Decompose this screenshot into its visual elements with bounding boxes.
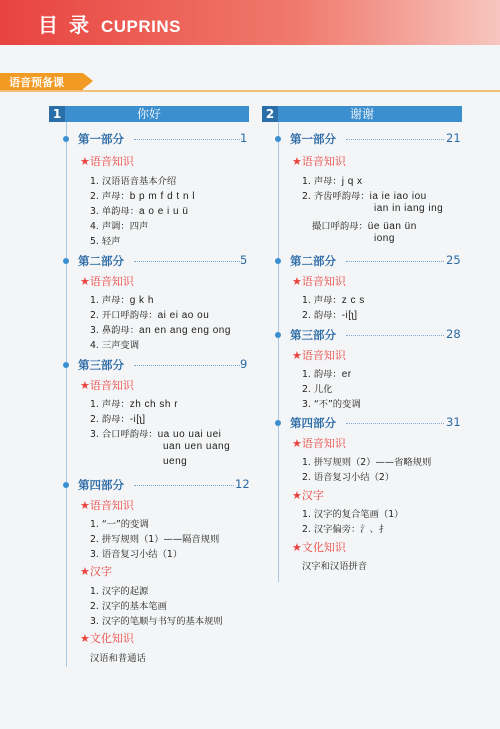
- list-item-continued: uan uen uang: [163, 441, 231, 452]
- section-heading: ★汉字: [292, 489, 324, 502]
- page-number: 1: [240, 131, 248, 145]
- list-item: 2. 声母：b p m f d t n l: [90, 191, 196, 202]
- list-item: 1. 韵母：er: [302, 369, 352, 380]
- page-number: 9: [240, 357, 248, 371]
- list-item: 2. 儿化: [302, 384, 333, 395]
- section-heading: ★语音知识: [80, 155, 134, 168]
- lesson-title: 谢谢: [349, 107, 374, 121]
- list-item: 汉字和汉语拼音: [302, 561, 368, 572]
- list-item: 2. 汉字偏旁：氵、扌: [302, 524, 389, 535]
- section-heading: ★文化知识: [292, 541, 346, 554]
- lesson-2-tab[interactable]: [262, 106, 462, 122]
- lesson-1-tab[interactable]: [49, 106, 249, 122]
- title-cn: 目 录: [38, 13, 91, 37]
- list-item: 4. 三声变调: [90, 340, 140, 351]
- part-link[interactable]: 第四部分: [290, 415, 336, 431]
- list-item: 3. 单韵母：a o e i u ü: [90, 206, 189, 217]
- part-link[interactable]: 第二部分: [290, 253, 336, 269]
- section-heading: ★语音知识: [292, 349, 346, 362]
- list-item: 2. 语音复习小结（2）: [302, 472, 395, 483]
- page-number: 31: [446, 415, 461, 429]
- timeline-dot: [63, 482, 69, 488]
- banner-label: 语音预备课: [9, 76, 64, 89]
- list-item: 1. 汉语语音基本介绍: [90, 176, 177, 187]
- lesson-number: 2: [262, 106, 278, 122]
- page-number: 25: [446, 253, 461, 267]
- timeline-dot: [275, 420, 281, 426]
- timeline-dot: [275, 258, 281, 264]
- list-item: 2. 拼写规则（1）——隔音规则: [90, 534, 220, 545]
- part-link[interactable]: 第一部分: [78, 131, 124, 147]
- page-number: 21: [446, 131, 461, 145]
- list-item: 3. 合口呼韵母：ua uo uai uei: [90, 429, 222, 440]
- list-item: 1. 声母：z c s: [302, 295, 365, 306]
- part-link[interactable]: 第一部分: [290, 131, 336, 147]
- page-number: 28: [446, 327, 461, 341]
- lesson-2-column: [262, 106, 462, 122]
- section-heading: ★语音知识: [80, 499, 134, 512]
- part-link[interactable]: 第三部分: [290, 327, 336, 343]
- section-heading: ★汉字: [80, 565, 112, 578]
- list-item: 2. 汉字的基本笔画: [90, 601, 167, 612]
- title-en: CUPRINS: [100, 17, 181, 36]
- list-item-continued: ueng: [163, 456, 188, 467]
- section-heading: ★语音知识: [80, 379, 134, 392]
- lesson-title: 你好: [136, 107, 161, 121]
- list-item: 1. 声母：zh ch sh r: [90, 399, 179, 410]
- list-item: 2. 韵母：-i[ʅ]: [302, 310, 358, 321]
- timeline-dot: [63, 136, 69, 142]
- page-title: [38, 9, 181, 38]
- part-link[interactable]: 第三部分: [78, 357, 124, 373]
- list-item: 3. 汉字的笔顺与书写的基本规则: [90, 616, 223, 627]
- list-item: 3. 鼻韵母：an en ang eng ong: [90, 325, 231, 336]
- list-item: 1. 拼写规则（2）——省略规则: [302, 457, 432, 468]
- section-heading: ★语音知识: [292, 437, 346, 450]
- list-item-continued: ian in iang ing: [374, 203, 444, 214]
- list-item-continued: iong: [374, 233, 395, 244]
- page-number: 5: [240, 253, 248, 267]
- list-item: 3. 语音复习小结（1）: [90, 549, 183, 560]
- timeline-dot: [275, 332, 281, 338]
- section-heading: ★语音知识: [80, 275, 134, 288]
- section-heading: ★文化知识: [80, 632, 134, 645]
- timeline-dot: [63, 362, 69, 368]
- list-item: 1. 汉字的复合笔画（1）: [302, 509, 404, 520]
- list-item: 1. “一”的变调: [90, 519, 149, 530]
- list-item: 2. 开口呼韵母：ai ei ao ou: [90, 310, 210, 321]
- list-item: 5. 轻声: [90, 236, 121, 247]
- list-item: 1. 汉字的起源: [90, 586, 149, 597]
- page-header: [0, 0, 500, 45]
- timeline-dot: [275, 136, 281, 142]
- part-link[interactable]: 第四部分: [78, 477, 124, 493]
- list-item: 撮口呼韵母：üe üan ün: [312, 221, 417, 232]
- list-item: 2. 韵母：-i[ʅ]: [90, 414, 146, 425]
- list-item: 汉语和普通话: [90, 653, 146, 664]
- lesson-1-column: [49, 106, 249, 122]
- list-item: 1. 声母：g k h: [90, 295, 154, 306]
- part-link[interactable]: 第二部分: [78, 253, 124, 269]
- list-item: 2. 齐齿呼韵母：ia ie iao iou: [302, 191, 427, 202]
- timeline-line: [66, 122, 67, 667]
- section-banner: [0, 73, 83, 90]
- page-number: 12: [235, 477, 250, 491]
- section-heading: ★语音知识: [292, 155, 346, 168]
- list-item: 1. 声母：j q x: [302, 176, 363, 187]
- timeline-dot: [63, 258, 69, 264]
- lesson-number: 1: [49, 106, 65, 122]
- section-heading: ★语音知识: [292, 275, 346, 288]
- banner-divider: [0, 90, 500, 92]
- timeline-line: [278, 122, 279, 582]
- list-item: 4. 声调：四声: [90, 221, 149, 232]
- list-item: 3. “不”的变调: [302, 399, 361, 410]
